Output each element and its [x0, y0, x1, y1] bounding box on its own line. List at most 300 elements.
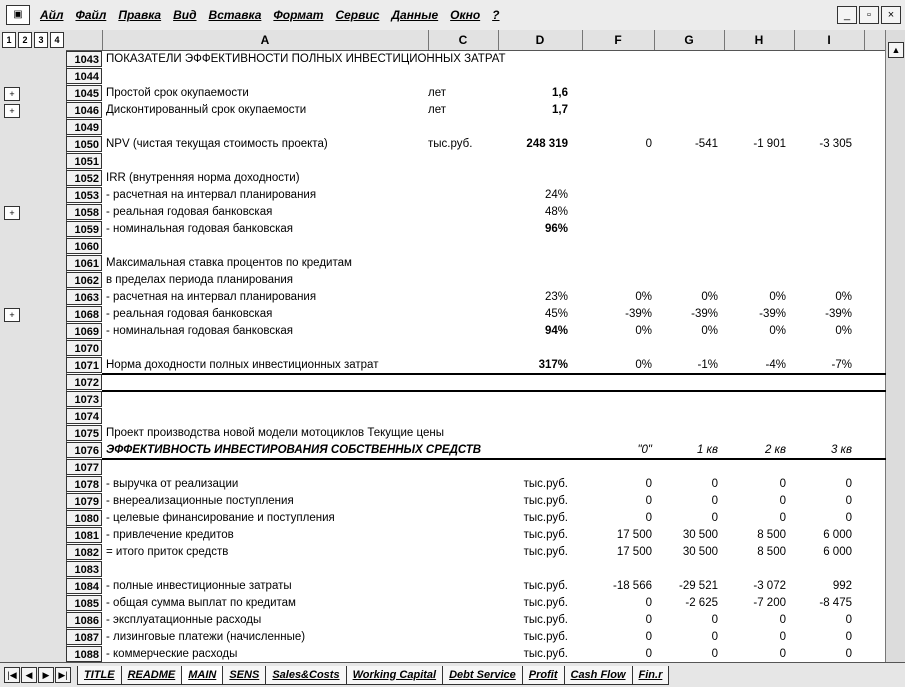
cell-c[interactable] — [428, 170, 496, 187]
column-header-f[interactable]: F — [582, 30, 655, 50]
cell-c[interactable] — [428, 629, 496, 646]
cell-f[interactable]: 0 — [645, 631, 652, 643]
sheet-tab[interactable]: TITLE — [77, 666, 122, 685]
row-number[interactable]: 1069 — [66, 323, 102, 339]
cell-h[interactable] — [726, 272, 786, 289]
cell-i[interactable]: 0 — [845, 631, 852, 643]
cell-g[interactable]: 30 500 — [682, 546, 718, 558]
cell-g[interactable] — [662, 85, 718, 102]
sheet-tab[interactable]: SENS — [222, 666, 266, 685]
cell-h[interactable] — [726, 391, 786, 408]
cell-d[interactable] — [498, 425, 568, 442]
cell-c[interactable] — [428, 408, 496, 425]
cell-d[interactable]: 96% — [544, 223, 568, 235]
row-number[interactable]: 1072 — [66, 374, 102, 390]
menu-item[interactable]: Айл — [40, 8, 64, 22]
cell-g[interactable] — [662, 238, 718, 255]
cell-d[interactable]: 1,6 — [552, 87, 568, 99]
sheet-tab[interactable]: Profit — [522, 666, 565, 685]
cell-c[interactable] — [428, 187, 496, 204]
cell-f[interactable] — [586, 272, 652, 289]
cell-h[interactable]: 0 — [779, 614, 786, 626]
menu-item[interactable]: Файл — [75, 8, 107, 22]
cell-h[interactable]: 0% — [769, 291, 786, 303]
cell-h[interactable]: 0 — [779, 478, 786, 490]
cell-a[interactable] — [106, 408, 436, 425]
cell-d[interactable]: 248 319 — [526, 138, 568, 150]
cell-a[interactable]: - номинальная годовая банковская — [106, 223, 293, 235]
cell-f[interactable] — [586, 170, 652, 187]
cell-h[interactable] — [726, 153, 786, 170]
cell-c[interactable] — [428, 561, 496, 578]
cell-i[interactable] — [796, 68, 852, 85]
cell-i[interactable] — [796, 272, 852, 289]
cell-c[interactable] — [428, 238, 496, 255]
cell-h[interactable] — [726, 459, 786, 476]
cell-c[interactable] — [428, 612, 496, 629]
cell-h[interactable] — [726, 68, 786, 85]
cell-c[interactable] — [428, 544, 496, 561]
outline-level-1[interactable]: 1 — [2, 32, 16, 48]
cell-d[interactable] — [498, 153, 568, 170]
cell-g[interactable] — [662, 561, 718, 578]
cell-c[interactable] — [428, 119, 496, 136]
cell-i[interactable]: 0% — [835, 291, 852, 303]
cell-i[interactable]: -8 475 — [819, 597, 852, 609]
cell-d[interactable] — [498, 340, 568, 357]
cell-g[interactable]: 0 — [711, 495, 718, 507]
menu-item[interactable]: Сервис — [335, 8, 380, 22]
cell-a[interactable]: - эксплуатационные расходы — [106, 614, 262, 626]
expand-group-icon[interactable]: + — [4, 87, 20, 101]
cell-h[interactable]: -3 072 — [753, 580, 786, 592]
cell-i[interactable]: 0 — [845, 648, 852, 660]
row-number[interactable]: 1045 — [66, 85, 102, 101]
cell-c[interactable] — [428, 442, 496, 459]
expand-group-icon[interactable]: + — [4, 308, 20, 322]
cell-d[interactable] — [498, 255, 568, 272]
cell-f[interactable] — [586, 119, 652, 136]
cell-d[interactable] — [498, 459, 568, 476]
outline-level-4[interactable]: 4 — [50, 32, 64, 48]
row-number[interactable]: 1075 — [66, 425, 102, 441]
row-number[interactable]: 1044 — [66, 68, 102, 84]
cell-c[interactable] — [428, 374, 496, 391]
cell-h[interactable] — [726, 187, 786, 204]
cell-i[interactable] — [796, 425, 852, 442]
cell-a[interactable]: - привлечение кредитов — [106, 529, 234, 541]
cell-f[interactable] — [586, 68, 652, 85]
last-sheet-icon[interactable]: ▶| — [55, 667, 71, 683]
cell-g[interactable]: 0 — [711, 631, 718, 643]
cell-f[interactable] — [586, 204, 652, 221]
cell-f[interactable] — [586, 391, 652, 408]
cell-i[interactable] — [796, 408, 852, 425]
cell-d[interactable] — [498, 51, 568, 68]
cell-f[interactable]: "0" — [637, 444, 652, 456]
cell-h[interactable] — [726, 255, 786, 272]
cell-a[interactable]: - реальная годовая банковская — [106, 308, 273, 320]
cell-f[interactable] — [586, 340, 652, 357]
row-number[interactable]: 1053 — [66, 187, 102, 203]
cell-f[interactable]: 0 — [645, 478, 652, 490]
outline-level-2[interactable]: 2 — [18, 32, 32, 48]
cell-g[interactable] — [662, 255, 718, 272]
expand-group-icon[interactable]: + — [4, 104, 20, 118]
cell-c[interactable] — [428, 357, 496, 374]
cell-d[interactable] — [498, 170, 568, 187]
cell-c[interactable] — [428, 51, 496, 68]
cell-a[interactable]: - целевые финансирование и поступления — [106, 512, 335, 524]
cell-d[interactable] — [498, 68, 568, 85]
cell-f[interactable] — [586, 425, 652, 442]
cell-a[interactable]: - номинальная годовая банковская — [106, 325, 293, 337]
menu-item[interactable]: Окно — [450, 8, 481, 22]
cell-i[interactable]: 0 — [845, 614, 852, 626]
cell-h[interactable]: 0 — [779, 648, 786, 660]
cell-a[interactable] — [106, 340, 436, 357]
cell-h[interactable] — [726, 204, 786, 221]
cell-a[interactable]: - внереализационные поступления — [106, 495, 294, 507]
cell-d[interactable] — [498, 119, 568, 136]
cell-i[interactable]: 6 000 — [823, 529, 852, 541]
cell-a[interactable]: ЭФФЕКТИВНОСТЬ ИНВЕСТИРОВАНИЯ СОБСТВЕННЫХ СРЕДСТВ — [106, 444, 482, 456]
menu-item[interactable]: Вид — [173, 8, 197, 22]
cell-a[interactable] — [106, 391, 436, 408]
cell-f[interactable]: 0 — [645, 597, 652, 609]
cell-d[interactable] — [498, 272, 568, 289]
cell-f[interactable] — [586, 153, 652, 170]
cell-f[interactable] — [586, 102, 652, 119]
cell-i[interactable]: -3 305 — [819, 138, 852, 150]
cell-a[interactable]: - коммерческие расходы — [106, 648, 238, 660]
menu-item[interactable]: Данные — [391, 8, 439, 22]
cell-d[interactable]: 48% — [544, 206, 568, 218]
cell-i[interactable]: 0 — [845, 495, 852, 507]
cell-i[interactable] — [796, 170, 852, 187]
cell-c[interactable] — [428, 646, 496, 662]
row-number[interactable]: 1043 — [66, 51, 102, 67]
minimize-icon[interactable]: _ — [837, 6, 857, 24]
row-number[interactable]: 1046 — [66, 102, 102, 118]
row-number[interactable]: 1052 — [66, 170, 102, 186]
cell-c[interactable] — [428, 510, 496, 527]
row-number[interactable]: 1068 — [66, 306, 102, 322]
cell-f[interactable] — [586, 374, 652, 391]
cell-i[interactable]: -7% — [831, 359, 852, 371]
cell-i[interactable]: 0% — [835, 325, 852, 337]
cell-a[interactable]: Дисконтированный срок окупаемости — [106, 104, 307, 116]
cell-f[interactable]: 0 — [645, 512, 652, 524]
cell-f[interactable] — [586, 51, 652, 68]
cell-d[interactable]: тыс.руб. — [523, 614, 568, 626]
row-number[interactable]: 1080 — [66, 510, 102, 526]
cell-a[interactable]: - общая сумма выплат по кредитам — [106, 597, 296, 609]
menu-item[interactable]: Формат — [273, 8, 324, 22]
sheet-tab[interactable]: MAIN — [181, 666, 223, 685]
cell-g[interactable]: -2 625 — [685, 597, 718, 609]
cell-i[interactable]: 992 — [832, 580, 852, 592]
cell-h[interactable] — [726, 425, 786, 442]
cell-h[interactable]: -39% — [759, 308, 786, 320]
select-all-corner[interactable] — [66, 30, 103, 50]
cell-a[interactable] — [106, 119, 436, 136]
cell-a[interactable]: Проект производства новой модели мотоциклов Текущие цены — [106, 427, 444, 439]
cell-i[interactable] — [796, 374, 852, 391]
cell-h[interactable]: 0 — [779, 495, 786, 507]
cell-a[interactable]: ПОКАЗАТЕЛИ ЭФФЕКТИВНОСТИ ПОЛНЫХ ИНВЕСТИЦИОННЫХ ЗАТРАТ — [106, 53, 506, 65]
row-number[interactable]: 1049 — [66, 119, 102, 135]
cell-d[interactable] — [498, 408, 568, 425]
cell-a[interactable] — [106, 459, 436, 476]
cell-g[interactable]: -1% — [697, 359, 718, 371]
cell-d[interactable] — [498, 391, 568, 408]
cell-i[interactable] — [796, 221, 852, 238]
cell-g[interactable]: -39% — [691, 308, 718, 320]
cell-h[interactable]: -7 200 — [753, 597, 786, 609]
cell-g[interactable] — [662, 391, 718, 408]
cell-a[interactable]: - расчетная на интервал планирования — [106, 189, 317, 201]
cell-g[interactable]: 30 500 — [682, 529, 718, 541]
cell-c[interactable] — [428, 68, 496, 85]
cell-c[interactable]: лет — [428, 87, 446, 99]
cell-d[interactable]: тыс.руб. — [523, 631, 568, 643]
column-header-i[interactable]: I — [794, 30, 865, 50]
cell-h[interactable]: -4% — [765, 359, 786, 371]
cell-c[interactable] — [428, 153, 496, 170]
cell-g[interactable] — [662, 459, 718, 476]
cell-g[interactable] — [662, 340, 718, 357]
row-number[interactable]: 1078 — [66, 476, 102, 492]
cell-f[interactable] — [586, 187, 652, 204]
cell-g[interactable]: 0% — [701, 291, 718, 303]
cell-c[interactable] — [428, 272, 496, 289]
cell-g[interactable] — [662, 51, 718, 68]
cell-f[interactable] — [586, 221, 652, 238]
cell-c[interactable] — [428, 391, 496, 408]
sheet-tab[interactable]: Debt Service — [442, 666, 523, 685]
row-number[interactable]: 1084 — [66, 578, 102, 594]
cell-a[interactable]: в пределах периода планирования — [106, 274, 294, 286]
cell-g[interactable]: 0 — [711, 648, 718, 660]
menu-item[interactable]: Правка — [118, 8, 162, 22]
row-number[interactable]: 1085 — [66, 595, 102, 611]
sheet-tab[interactable]: Cash Flow — [564, 666, 633, 685]
cell-h[interactable] — [726, 340, 786, 357]
cell-c[interactable] — [428, 323, 496, 340]
first-sheet-icon[interactable]: |◀ — [4, 667, 20, 683]
cell-f[interactable]: 0% — [635, 325, 652, 337]
app-icon[interactable]: ▣ — [6, 5, 30, 25]
cell-h[interactable] — [726, 221, 786, 238]
row-number[interactable]: 1063 — [66, 289, 102, 305]
cell-h[interactable]: -1 901 — [753, 138, 786, 150]
cell-d[interactable]: тыс.руб. — [523, 648, 568, 660]
cell-a[interactable]: IRR (внутренняя норма доходности) — [106, 172, 300, 184]
cell-d[interactable]: 23% — [544, 291, 568, 303]
cell-d[interactable]: 24% — [544, 189, 568, 201]
cell-g[interactable] — [662, 187, 718, 204]
cell-g[interactable] — [662, 119, 718, 136]
outline-level-3[interactable]: 3 — [34, 32, 48, 48]
cell-i[interactable] — [796, 153, 852, 170]
sheet-tab[interactable]: README — [121, 666, 183, 685]
cell-d[interactable]: 1,7 — [552, 104, 568, 116]
cell-c[interactable] — [428, 289, 496, 306]
row-number[interactable]: 1059 — [66, 221, 102, 237]
cell-i[interactable] — [796, 391, 852, 408]
cell-i[interactable] — [796, 340, 852, 357]
cell-g[interactable] — [662, 221, 718, 238]
sheet-tab[interactable]: Working Capital — [346, 666, 444, 685]
sheet-tab[interactable]: Fin.r — [632, 666, 670, 685]
row-number[interactable]: 1073 — [66, 391, 102, 407]
cell-g[interactable]: 0 — [711, 512, 718, 524]
cell-g[interactable] — [662, 102, 718, 119]
cell-a[interactable]: = итого приток средств — [106, 546, 229, 558]
cell-c[interactable] — [428, 221, 496, 238]
prev-sheet-icon[interactable]: ◀ — [21, 667, 37, 683]
cell-d[interactable] — [498, 442, 568, 459]
cell-f[interactable]: 0 — [645, 648, 652, 660]
cell-i[interactable]: -39% — [825, 308, 852, 320]
row-number[interactable]: 1081 — [66, 527, 102, 543]
row-number[interactable]: 1077 — [66, 459, 102, 475]
cell-g[interactable]: 0% — [701, 325, 718, 337]
cell-c[interactable] — [428, 204, 496, 221]
cell-i[interactable] — [796, 102, 852, 119]
cell-h[interactable] — [726, 408, 786, 425]
row-number[interactable]: 1076 — [66, 442, 102, 458]
column-header-c[interactable]: C — [428, 30, 499, 50]
cell-h[interactable] — [726, 238, 786, 255]
row-number[interactable]: 1058 — [66, 204, 102, 220]
menu-item[interactable]: ? — [492, 8, 500, 22]
cell-h[interactable]: 0 — [779, 631, 786, 643]
cell-c[interactable] — [428, 595, 496, 612]
cell-g[interactable]: 0 — [711, 478, 718, 490]
cell-d[interactable]: 94% — [544, 325, 568, 337]
cell-d[interactable]: тыс.руб. — [523, 580, 568, 592]
cell-h[interactable] — [726, 170, 786, 187]
cell-a[interactable] — [106, 561, 436, 578]
cell-c[interactable] — [428, 340, 496, 357]
cell-c[interactable]: лет — [428, 104, 446, 116]
cell-d[interactable]: тыс.руб. — [523, 529, 568, 541]
cell-d[interactable] — [498, 238, 568, 255]
row-number[interactable]: 1070 — [66, 340, 102, 356]
cell-i[interactable] — [796, 204, 852, 221]
cell-d[interactable]: тыс.руб. — [523, 512, 568, 524]
cell-c[interactable] — [428, 255, 496, 272]
cell-g[interactable]: 1 кв — [696, 444, 718, 456]
menu-item[interactable]: Вставка — [208, 8, 262, 22]
row-number[interactable]: 1060 — [66, 238, 102, 254]
cell-f[interactable] — [586, 561, 652, 578]
cell-c[interactable] — [428, 578, 496, 595]
cell-g[interactable] — [662, 408, 718, 425]
cell-d[interactable]: тыс.руб. — [523, 597, 568, 609]
cell-d[interactable] — [498, 561, 568, 578]
cell-g[interactable] — [662, 170, 718, 187]
cell-d[interactable]: тыс.руб. — [523, 478, 568, 490]
cell-f[interactable] — [586, 85, 652, 102]
cell-h[interactable] — [726, 561, 786, 578]
cell-a[interactable]: - полные инвестиционные затраты — [106, 580, 292, 592]
cell-a[interactable]: - лизинговые платежи (начисленные) — [106, 631, 306, 643]
cell-i[interactable]: 3 кв — [830, 444, 852, 456]
cell-h[interactable]: 0% — [769, 325, 786, 337]
cell-i[interactable] — [796, 459, 852, 476]
cell-f[interactable]: 17 500 — [616, 529, 652, 541]
cell-i[interactable] — [796, 119, 852, 136]
cell-c[interactable] — [428, 425, 496, 442]
cell-a[interactable]: - расчетная на интервал планирования — [106, 291, 317, 303]
scroll-up-icon[interactable]: ▲ — [888, 42, 904, 58]
cell-f[interactable] — [586, 459, 652, 476]
cell-a[interactable]: Максимальная ставка процентов по кредитам — [106, 257, 352, 269]
cell-h[interactable] — [726, 102, 786, 119]
cell-g[interactable] — [662, 204, 718, 221]
cell-g[interactable] — [662, 68, 718, 85]
row-number[interactable]: 1083 — [66, 561, 102, 577]
cell-d[interactable]: тыс.руб. — [523, 546, 568, 558]
row-number[interactable]: 1050 — [66, 136, 102, 152]
expand-group-icon[interactable]: + — [4, 206, 20, 220]
column-header-h[interactable]: H — [724, 30, 795, 50]
cell-h[interactable]: 8 500 — [757, 546, 786, 558]
cell-c[interactable] — [428, 493, 496, 510]
row-number[interactable]: 1074 — [66, 408, 102, 424]
cell-a[interactable]: NPV (чистая текущая стоимость проекта) — [106, 138, 328, 150]
cell-d[interactable] — [498, 374, 568, 391]
cell-f[interactable]: -18 566 — [612, 580, 652, 592]
cell-a[interactable] — [106, 238, 436, 255]
cell-i[interactable] — [796, 85, 852, 102]
cell-i[interactable]: 6 000 — [823, 546, 852, 558]
cell-g[interactable] — [662, 425, 718, 442]
cell-i[interactable] — [796, 238, 852, 255]
cell-h[interactable]: 8 500 — [757, 529, 786, 541]
row-number[interactable]: 1071 — [66, 357, 102, 373]
cell-f[interactable]: 0% — [635, 359, 652, 371]
cell-d[interactable]: 45% — [544, 308, 568, 320]
cell-i[interactable]: 0 — [845, 478, 852, 490]
vertical-scrollbar[interactable] — [885, 30, 905, 662]
cell-h[interactable] — [726, 51, 786, 68]
cell-f[interactable]: 17 500 — [616, 546, 652, 558]
row-number[interactable]: 1061 — [66, 255, 102, 271]
cell-f[interactable] — [586, 255, 652, 272]
column-header-d[interactable]: D — [498, 30, 583, 50]
cell-i[interactable] — [796, 255, 852, 272]
cell-h[interactable] — [726, 85, 786, 102]
row-number[interactable]: 1086 — [66, 612, 102, 628]
cell-h[interactable] — [726, 119, 786, 136]
column-header-g[interactable]: G — [654, 30, 725, 50]
cell-g[interactable] — [662, 272, 718, 289]
row-number[interactable]: 1088 — [66, 646, 102, 662]
cell-c[interactable] — [428, 459, 496, 476]
cell-f[interactable] — [586, 238, 652, 255]
row-number[interactable]: 1051 — [66, 153, 102, 169]
cell-a[interactable] — [106, 374, 436, 391]
cell-i[interactable] — [796, 561, 852, 578]
cell-f[interactable]: 0 — [645, 138, 652, 150]
cell-c[interactable] — [428, 306, 496, 323]
cell-i[interactable]: 0 — [845, 512, 852, 524]
cell-h[interactable]: 2 кв — [764, 444, 786, 456]
